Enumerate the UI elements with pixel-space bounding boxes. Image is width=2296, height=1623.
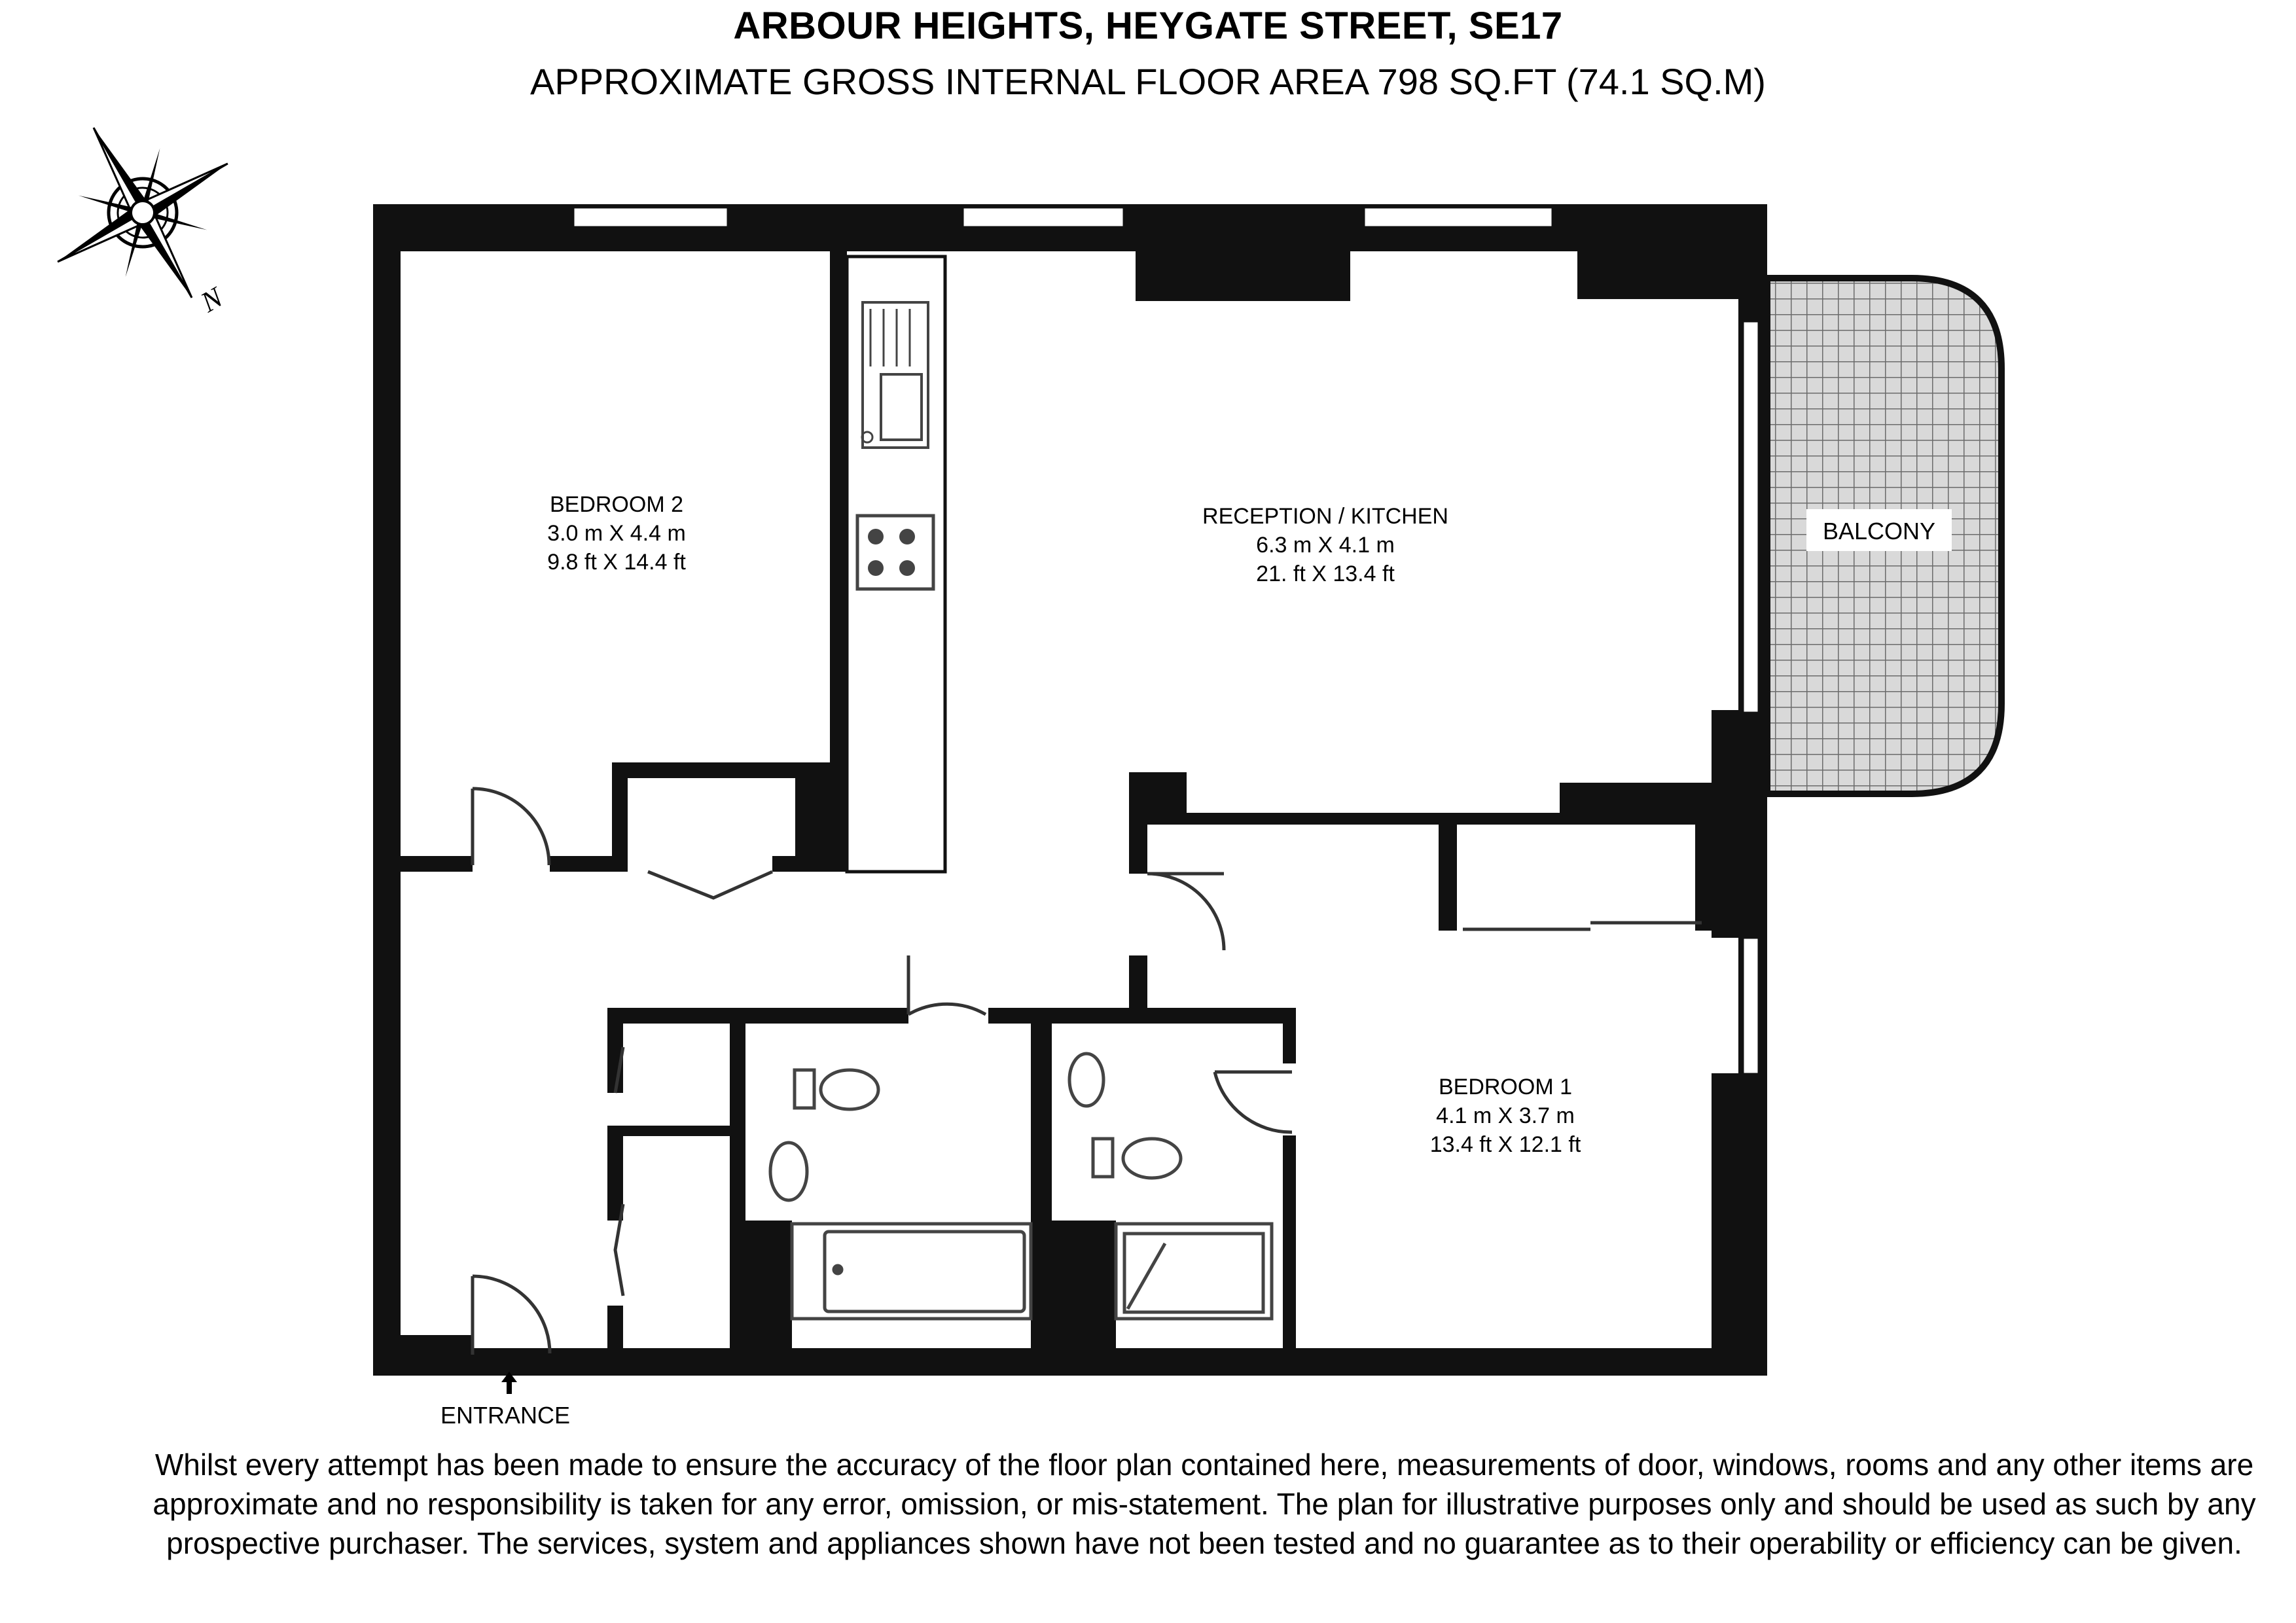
plan-title: ARBOUR HEIGHTS, HEYGATE STREET, SE17 [733, 5, 1563, 47]
interior-walls [401, 251, 1712, 1376]
north-label: N [195, 281, 228, 319]
reception-kitchen-metric: 6.3 m X 4.1 m [1256, 533, 1395, 558]
balcony [1767, 278, 2001, 794]
reception-kitchen-imperial: 21. ft X 13.4 ft [1256, 562, 1395, 586]
bedroom-1-imperial: 13.4 ft X 12.1 ft [1429, 1132, 1581, 1157]
balcony-label: BALCONY [1822, 518, 1936, 544]
entrance-label: ENTRANCE [440, 1402, 571, 1429]
reception-kitchen-name: RECEPTION / KITCHEN [1202, 504, 1448, 529]
windows [573, 207, 1759, 1075]
disclaimer-text: Whilst every attempt has been made to ensure the accuracy of the floor plan contained here, measurements of door, windows, rooms and any other items are approximate and no responsibility is taken for any error, omission, or mis-statement. The plan for illustrative purposes only and should be used as such by any prospective purchaser. The services, system and appliances shown have not been tested and no guarantee as to their operability or efficiency can be given. [152, 1448, 2256, 1560]
bedroom-2-label [547, 492, 686, 575]
compass-icon [9, 79, 277, 347]
kitchen-counter [847, 257, 945, 872]
bedroom-2-imperial: 9.8 ft X 14.4 ft [547, 550, 686, 575]
floor-area-subtitle: APPROXIMATE GROSS INTERNAL FLOOR AREA 798 SQ.FT (74.1 SQ.M) [530, 61, 1766, 102]
bedroom-1-name: BEDROOM 1 [1438, 1075, 1573, 1099]
entrance-marker [440, 1372, 570, 1429]
outer-walls [373, 204, 1767, 1376]
bedroom-1-metric: 4.1 m X 3.7 m [1436, 1103, 1575, 1128]
reception-kitchen-label [1202, 504, 1448, 586]
bedroom-2-name: BEDROOM 2 [549, 492, 684, 517]
bedroom-2-metric: 3.0 m X 4.4 m [547, 521, 686, 546]
bedroom-1-label [1430, 1075, 1581, 1157]
bathroom-fixtures [770, 1054, 1272, 1319]
